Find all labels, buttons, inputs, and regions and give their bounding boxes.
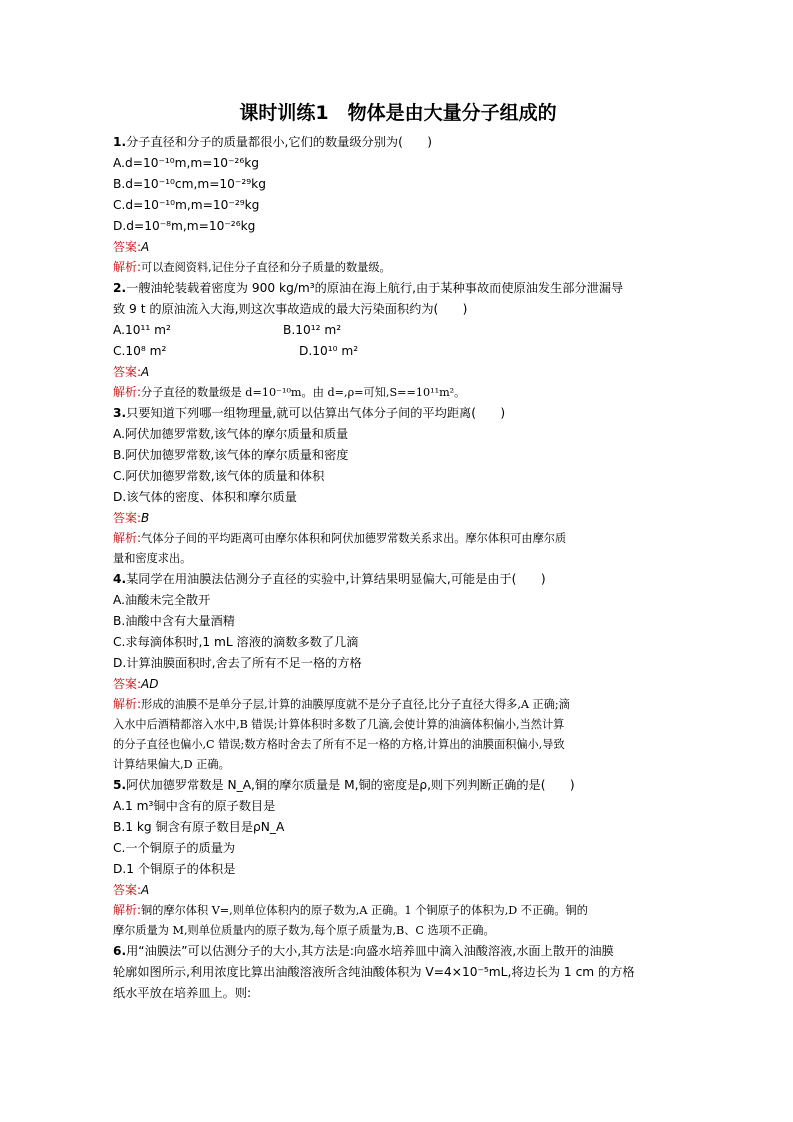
option-b: B.阿伏加德罗常数,该气体的摩尔质量和密度 — [113, 448, 349, 462]
answer-line: 答案:A — [113, 240, 150, 254]
answer-line: 答案:B — [113, 511, 150, 525]
option-d: D.10¹⁰ m² — [299, 344, 359, 358]
explanation: 解析:铜的摩尔体积 V=,则单位体积内的原子数为,A 正确。1 个铜原子的体积为,D 不正确。铜的 — [113, 903, 588, 917]
option-b: B.1 kg 铜含有原子数目是ρN_A — [113, 820, 285, 834]
explanation: 解析:分子直径的数量级是 d=10⁻¹⁰m。由 d=,ρ=可知,S==10¹¹m²。 — [113, 385, 466, 399]
question-stem: 5.阿伏加德罗常数是 N_A,铜的摩尔质量是 M,铜的密度是ρ,则下列判断正确的是( ) — [113, 778, 575, 792]
option-d: D.该气体的密度、体积和摩尔质量 — [113, 490, 297, 504]
question-stem-cont: 轮廓如图所示,利用浓度比算出油酸溶液所含纯油酸体积为 V=4×10⁻⁵mL,将边长为 1 cm 的方格 — [113, 965, 635, 979]
question-5 — [113, 775, 683, 941]
option-row — [113, 341, 683, 362]
question-4 — [113, 569, 683, 775]
option-b: B.10¹² m² — [283, 323, 342, 337]
explanation-cont: 计算结果偏大,D 正确。 — [113, 758, 230, 771]
page-title: 课时训练1 物体是由大量分子组成的 — [239, 102, 557, 124]
answer-line: 答案:A — [113, 883, 150, 897]
explanation: 解析:气体分子间的平均距离可由摩尔体积和阿伏加德罗常数关系求出。摩尔体积可由摩尔质 — [113, 531, 567, 545]
option-a: A.油酸未完全散开 — [113, 593, 211, 607]
option-c: C.求每滴体积时,1 mL 溶液的滴数多数了几滴 — [113, 635, 359, 649]
question-stem: 6.用“油膜法”可以估测分子的大小,其方法是:向盛水培养皿中滴入油酸溶液,水面上散开的油膜 — [113, 944, 614, 958]
option-c: C.阿伏加德罗常数,该气体的质量和体积 — [113, 469, 325, 483]
explanation-cont: 摩尔质量为 M,则单位质量内的原子数为,每个原子质量为,B、C 选项不正确。 — [113, 924, 495, 937]
question-stem: 1.分子直径和分子的质量都很小,它们的数量级分别为( ) — [113, 135, 433, 149]
question-2 — [113, 278, 683, 403]
document-page — [113, 100, 683, 1004]
question-stem-cont: 纸水平放在培养皿上。则: — [113, 986, 252, 1000]
question-stem: 3.只要知道下列哪一组物理量,就可以估算出气体分子间的平均距离( ) — [113, 406, 506, 420]
question-6 — [113, 941, 683, 1004]
option-d: D.1 个铜原子的体积是 — [113, 862, 236, 876]
option-c: C.10⁸ m² — [113, 344, 167, 358]
explanation: 解析:可以查阅资料,记住分子直径和分子质量的数量级。 — [113, 260, 391, 274]
question-stem: 4.某同学在用油膜法估测分子直径的实验中,计算结果明显偏大,可能是由于( ) — [113, 572, 546, 586]
option-b: B.油酸中含有大量酒精 — [113, 614, 235, 628]
question-1 — [113, 132, 683, 278]
option-c: C.一个铜原子的质量为 — [113, 841, 236, 855]
question-3 — [113, 403, 683, 569]
explanation-cont: 的分子直径也偏小,C 错误;数方格时舍去了所有不足一格的方格,计算出的油膜面积偏小,导致 — [113, 738, 565, 751]
explanation-cont: 量和密度求出。 — [113, 552, 192, 565]
option-d: D.计算油膜面积时,舍去了所有不足一格的方格 — [113, 656, 362, 670]
option-c: C.d=10⁻¹⁰m,m=10⁻²⁹kg — [113, 198, 260, 212]
option-d: D.d=10⁻⁸m,m=10⁻²⁶kg — [113, 219, 256, 233]
option-b: B.d=10⁻¹⁰cm,m=10⁻²⁹kg — [113, 177, 266, 191]
option-a: A.阿伏加德罗常数,该气体的摩尔质量和质量 — [113, 427, 349, 441]
option-row — [113, 320, 683, 341]
question-stem: 2.一艘油轮装载着密度为 900 kg/m³的原油在海上航行,由于某种事故而使原油发生部分泄漏导 — [113, 281, 624, 295]
explanation-cont: 入水中后酒精都溶入水中,B 错误;计算体积时多数了几滴,会使计算的油滴体积偏小,当然计算 — [113, 718, 565, 731]
explanation: 解析:形成的油膜不是单分子层,计算的油膜厚度就不是分子直径,比分子直径大得多,A 正确;滴 — [113, 697, 570, 711]
answer-line: 答案:A — [113, 365, 150, 379]
option-a: A.10¹¹ m² — [113, 323, 171, 337]
option-a: A.d=10⁻¹⁰m,m=10⁻²⁶kg — [113, 156, 259, 170]
option-a: A.1 m³铜中含有的原子数目是 — [113, 799, 276, 813]
question-stem-cont: 致 9 t 的原油流入大海,则这次事故造成的最大污染面积约为( ) — [113, 302, 468, 316]
answer-line: 答案:AD — [113, 677, 159, 691]
